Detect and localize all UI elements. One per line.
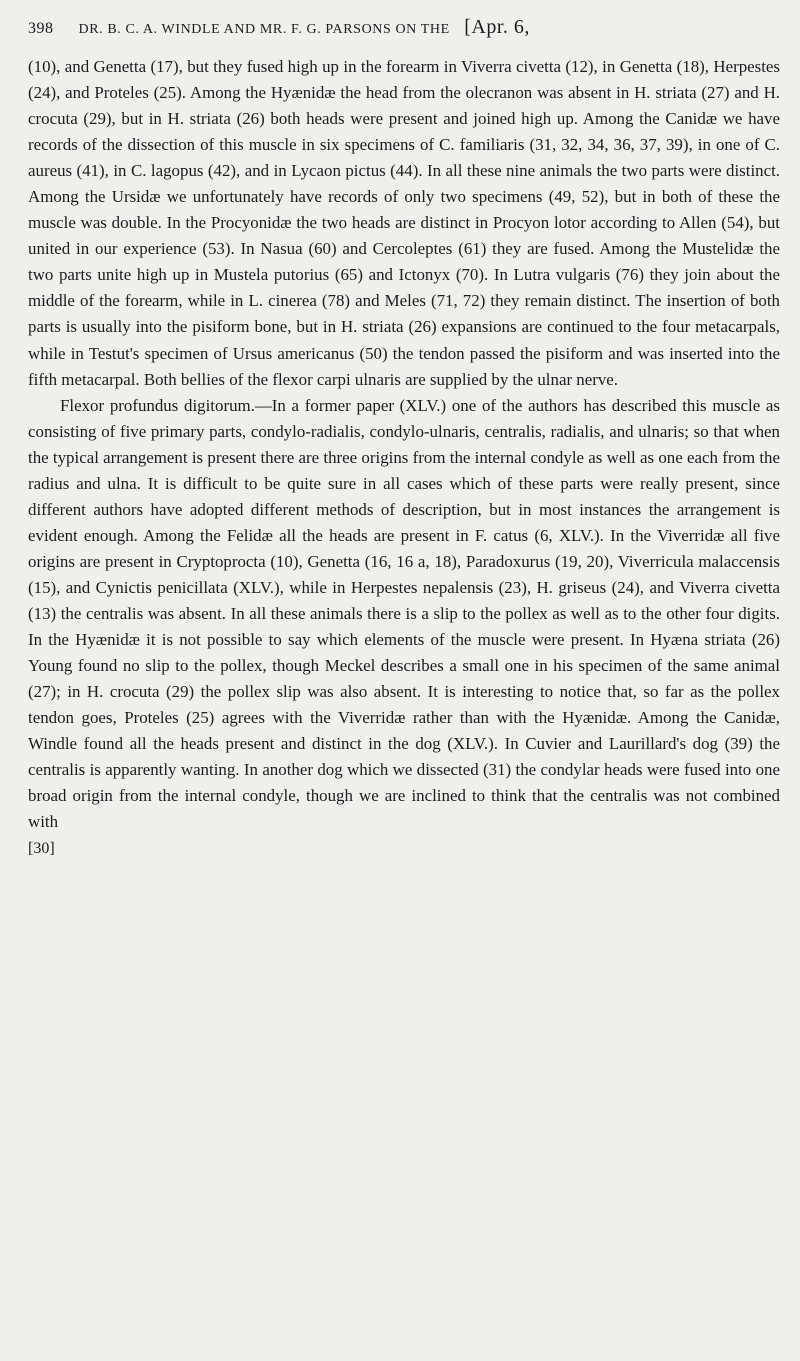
running-header xyxy=(28,14,780,54)
signature-mark: [30] xyxy=(28,840,55,858)
page-number: 398 xyxy=(28,20,54,37)
body-text xyxy=(28,54,780,835)
running-title: DR. B. C. A. WINDLE AND MR. F. G. PARSONS ON THE xyxy=(78,22,450,37)
paragraph-flexor-carpi-ulnaris: (10), and Genetta (17), but they fused high up in the forearm in Viverra civetta (12), in Genetta (18), Herpestes (24), and Proteles (25). Among the Hyænidæ the head from the olecranon was absent in H. striata (27) and H. crocuta (29), but in H. striata (26) both heads were present and joined high up. Among the Canidæ we have records of the dissection of this muscle in six specimens of C. familiaris (31, 32, 34, 36, 37, 39), in one of C. aureus (41), in C. lagopus (42), and in Lycaon pictus (44). In all these nine animals the two parts were distinct. Among the Ursidæ we unfortunately have records of only two specimens (49, 52), but in both of these the muscle was double. In the Procyonidæ the two heads are distinct in Procyon lotor according to Allen (54), but united in our experience (53). In Nasua (60) and Cercoleptes (61) they are fused. Among the Mustelidæ the two parts unite high up in Mustela putorius (65) and Ictonyx (70). In Lutra vulgaris (76) they join about the middle of the forearm, while in L. cinerea (78) and Meles (71, 72) they remain distinct. The insertion of both parts is usually into the pisiform bone, but in H. striata (26) expansions are continued to the four metacarpals, while in Testut's specimen of Ursus americanus (50) the tendon passed the pisiform and was inserted into the fifth metacarpal. Both bellies of the flexor carpi ulnaris are supplied by the ulnar nerve. xyxy=(28,57,780,389)
document-page xyxy=(28,14,780,861)
header-date: [Apr. 6, xyxy=(464,16,530,38)
paragraph-flexor-profundus: Flexor profundus digitorum.—In a former paper (XLV.) one of the authors has described this muscle as consisting of five primary parts, condylo-radialis, condylo-ulnaris, centralis, radialis, and ulnaris; so that when the typical arrangement is present there are three origins from the internal condyle as well as one each from the radius and ulna. It is difficult to be quite sure in all cases which of these parts were really present, since different authors have adopted different methods of description, but in most instances the arrangement is evident enough. Among the Felidæ all the heads are present in F. catus (6, XLV.). In the Viverridæ all five origins are present in Cryptoprocta (10), Genetta (16, 16 a, 18), Paradoxurus (19, 20), Viverricula malaccensis (15), and Cynictis penicillata (XLV.), while in Herpestes nepalensis (23), H. griseus (24), and Viverra civetta (13) the centralis was absent. In all these animals there is a slip to the pollex as well as to the other four digits. In the Hyænidæ it is not possible to say which elements of the muscle were present. In Hyæna striata (26) Young found no slip to the pollex, though Meckel describes a small one in his specimen of the same animal (27); in H. crocuta (29) the pollex slip was also absent. It is interesting to notice that, so far as the pollex tendon goes, Proteles (25) agrees with the Viverridæ rather than with the Hyænidæ. Among the Canidæ, Windle found all the heads present and distinct in the dog (XLV.). In Cuvier and Laurillard's dog (39) the centralis is apparently wanting. In another dog which we dissected (31) the condylar heads were fused into one broad origin from the internal condyle, though we are inclined to think that the centralis was not combined with xyxy=(28,395,780,832)
